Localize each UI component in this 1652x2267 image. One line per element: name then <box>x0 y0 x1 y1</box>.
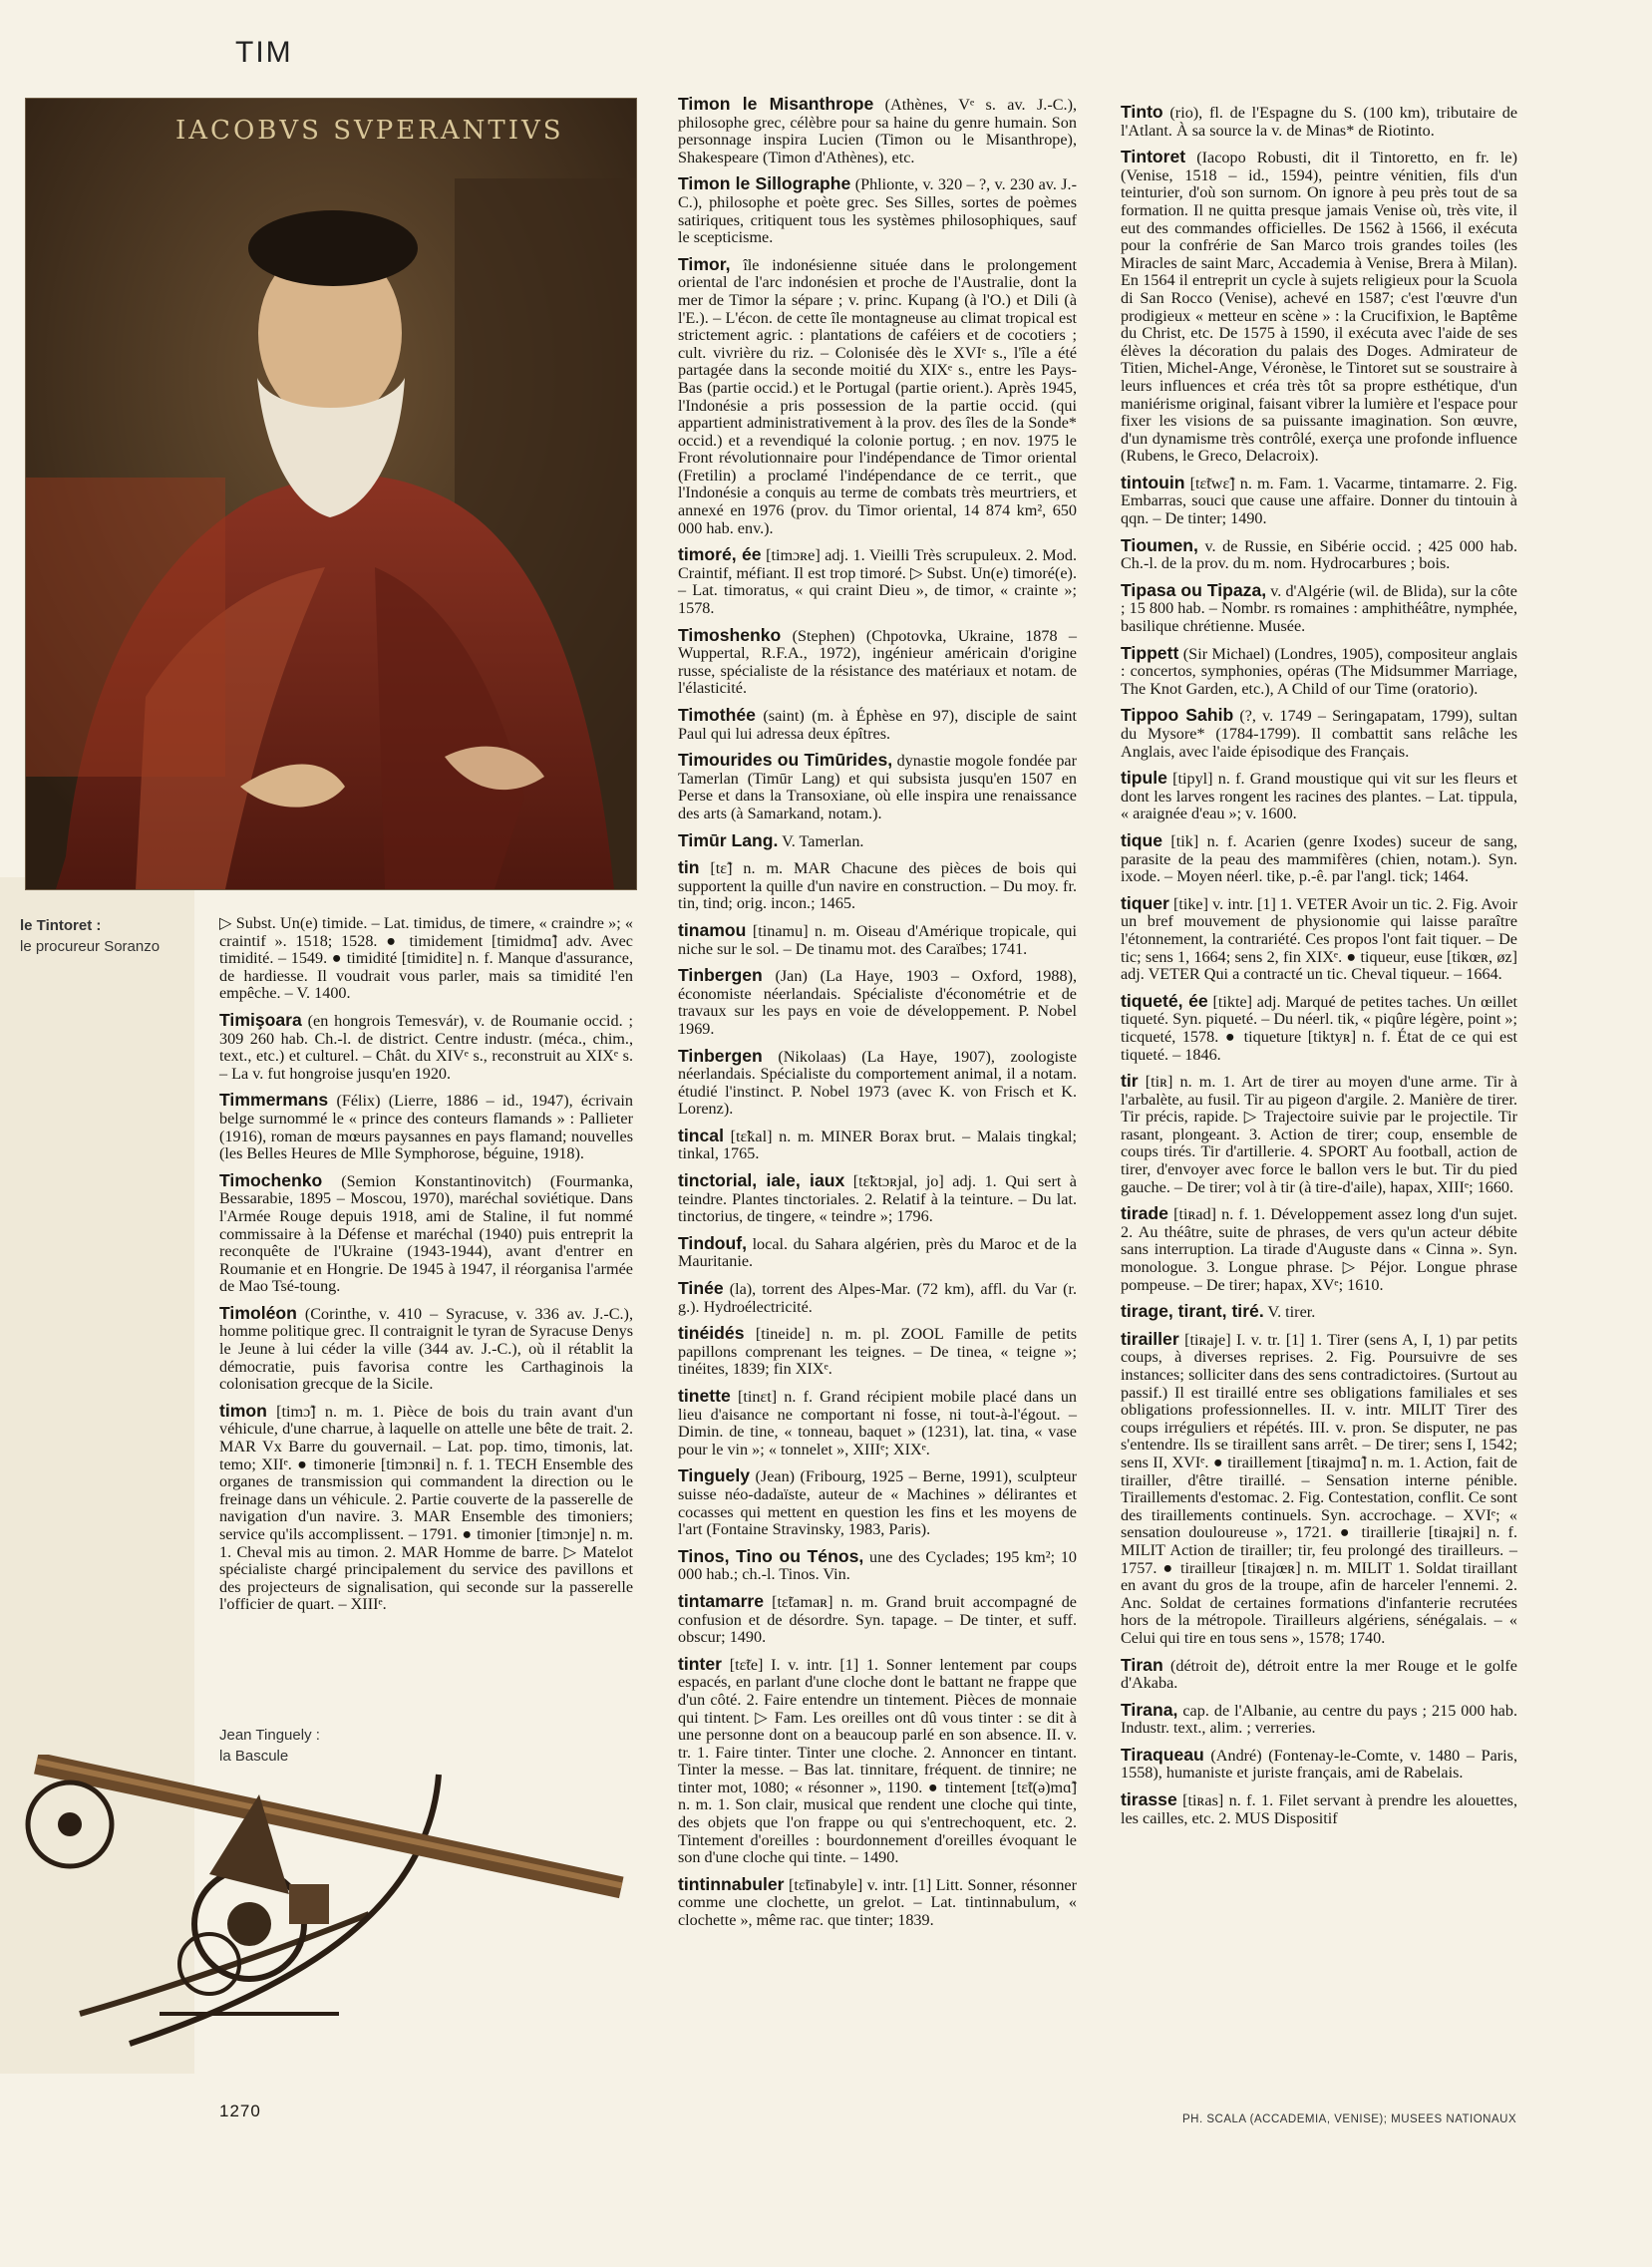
entry-definition: local. du Sahara algérien, près du Maroc et de la Mauritanie. <box>678 1234 1077 1271</box>
dictionary-entry <box>678 175 1077 246</box>
entry-headword: Tioumen, <box>1121 534 1198 555</box>
entry-headword: tinter <box>678 1653 722 1674</box>
entry-definition: v. de Russie, en Sibérie occid. ; 425 000 hab. Ch.-l. de la prov. du m. nom. Hydrocarbures ; bois. <box>1121 536 1518 573</box>
dictionary-entry <box>1121 1791 1517 1827</box>
entry-definition: (Jan) (La Haye, 1903 – Oxford, 1988), économiste néerlandais. Spécialiste d'économétrie et de travaux sur les pays en voie de développement. P. Nobel 1969. <box>678 967 1078 1038</box>
entry-headword: Timmermans <box>219 1090 329 1111</box>
entry-definition: [timɔ̃] n. m. 1. Pièce de bois du train avant d'un véhicule, d'une charrue, à laquelle on attelle une bête de trait. 2. MAR Vx Barre du gouvernail. – Lat. pop. timo, timonis, lat. temo; XIIᵉ. ● timonerie [timɔnʀi] n. f. 1. TECH Ensemble des organes de transmission qui commandent la direction ou le freinage dans un véhicule. 2. Partie couverte de la passerelle de navigation d'un navire. 3. MAR Ensemble des timoniers; service qu'ils accomplissent. – 1791. ● timonier [timɔnje] n. m. 1. Cheval mis au timon. 2. MAR Homme de barre. ▷ Matelot spécialiste chargé principalement du service des pavillons et des projecteurs de signalisation, qui seconde sur la passerelle l'officier de quart. – XIIIᵉ. <box>219 1402 633 1614</box>
entry-headword: Timon le Misanthrope <box>678 94 874 114</box>
dictionary-entry <box>678 919 1078 958</box>
dictionary-entry <box>1121 1073 1517 1196</box>
dictionary-entry <box>1121 829 1517 886</box>
dictionary-entry <box>678 752 1077 822</box>
entry-definition: [tinɛt] n. f. Grand récipient mobile placé dans un lieu d'aisance ne comportant ni fosse, ni tout-à-l'égout. – Dimin. de tine, « tonneau, baquet » (1231), lat. tina, « vase pour le vin »; « tonnelet », XIIIᵉ; XIXᵉ. <box>678 1388 1078 1458</box>
entry-definition: [tiʀad] n. f. 1. Développement assez long d'un sujet. 2. Au théâtre, suite de phrases, de vers qu'un acteur débite sans interruption. La tirade d'Auguste dans « Cinna ». Syn. monologue. 3. Longue phrase. ▷ Péjor. Longue phrase pompeuse. – De tirer; hapax, XVᵉ; 1610. <box>1121 1205 1518 1294</box>
entry-headword: tipule <box>1121 768 1167 789</box>
sculpture-caption-name: Jean Tinguely : <box>219 1727 320 1744</box>
entry-headword: tintouin <box>1121 472 1185 492</box>
entry-headword: timon <box>219 1400 267 1421</box>
portrait-illustration <box>25 98 637 890</box>
entry-definition: [tɛ̃ktɔʀjal, jo] adj. 1. Qui sert à teindre. Plantes tinctoriales. 2. Relatif à la teinture. – Du lat. tinctorius, de tingere, « teindre »; 1796. <box>678 1172 1077 1226</box>
entry-definition: dynastie mogole fondée par Tamerlan (Timūr Lang) et qui subsista jusqu'en 1507 en Perse et dans la Transoxiane, où elle inspira une renaissance des arts (à Samarkand, notam.). <box>678 752 1077 822</box>
entry-definition: [tiʀas] n. f. 1. Filet servant à prendre les alouettes, les cailles, etc. 2. MUS Dispositif <box>1121 1791 1518 1827</box>
dictionary-entry <box>678 829 1077 851</box>
entry-headword: Timūr Lang. <box>678 829 779 850</box>
column-2 <box>678 96 1077 1939</box>
entry-definition: (Athènes, Vᵉ s. av. J.-C.), philosophe grec, célèbre pour sa haine du genre humain. Son personnage inspira Lucien (Timon ou le Misanthrope), Shakespeare (Timon d'Athènes), etc. <box>678 96 1078 166</box>
dictionary-entry <box>678 707 1077 743</box>
entry-headword: Tiran <box>1121 1654 1163 1675</box>
bascule-sculpture <box>10 1755 628 2054</box>
entry-headword: Tipasa ou Tipaza, <box>1121 579 1267 600</box>
dictionary-entry <box>1121 642 1518 699</box>
dictionary-entry <box>219 1302 633 1394</box>
dictionary-entry <box>1121 579 1517 636</box>
dictionary-entry <box>1121 534 1518 573</box>
entry-definition: V. Tamerlan. <box>782 831 864 850</box>
entry-headword: Tirana, <box>1121 1699 1178 1720</box>
entry-definition: (Jean) (Fribourg, 1925 – Berne, 1991), sculpteur suisse néo-dadaïste, auteur de « Machines » délirantes et cocasses qui mettent en question les fins et les moyens de l'art (Fontaine Stravinsky, 1983, Paris). <box>678 1467 1078 1539</box>
portrait-caption-name: le Tintoret : <box>20 917 102 934</box>
entry-headword: tirage, tirant, tiré. <box>1121 1301 1264 1322</box>
entry-definition: [tɛ̃twɛ̃] n. m. Fam. 1. Vacarme, tintamarre. 2. Fig. Embarras, souci que cause une affaire. Donner du tintouin à qqn. – De tinter; 1490. <box>1121 474 1517 528</box>
entry-headword: tir <box>1121 1071 1139 1092</box>
entry-definition: cap. de l'Albanie, au centre du pays ; 215 000 hab. Industr. text., alim. ; verreries. <box>1121 1701 1517 1738</box>
entry-definition: [tɛ̃kal] n. m. MINER Borax brut. – Malais tingkal; tinkal, 1765. <box>678 1127 1077 1163</box>
entry-definition: [tɛ̃tamaʀ] n. m. Grand bruit accompagné de confusion et de désordre. Syn. tapage. – De tinter, et suff. obscur; 1490. <box>678 1592 1077 1647</box>
portrait-caption-title: le procureur Soranzo <box>20 938 161 955</box>
entry-definition: [tineide] n. m. pl. ZOOL Famille de petits papillons comprenant les teignes. – De tinea, « teigne »; tinéites, 1839; fin XIXᵉ. <box>678 1325 1078 1379</box>
entry-definition: [tɛ̃te] I. v. intr. [1] 1. Sonner lentement par coups espacés, en parlant d'une cloche dont le battant ne frappe que d'un côté. 2. Faire entendre un tintement. Pièces de monnaie qui tintent. ▷ Fam. Les oreilles ont dû vous tinter : se dit à une personne dont on a beaucoup parlé en son absence. II. v. tr. 1. Faire tinter. Tinter une cloche. 2. Annoncer en tintant. Tinter la messe. – Bas lat. tinnitare, fréquent. de tinnire; ne tinter mot, 1080; « résonner », 1190. ● tintement [tɛ̃t(ə)mɑ̃] n. m. 1. Son clair, musical que rendent une cloche qui tinte, des objets que l'on frappe ou qui s'entrechoquent, etc. 2. Tintement d'oreilles : bourdonnement d'oreilles évoquant le son d'une cloche qui tinte. – 1490. <box>678 1655 1077 1867</box>
entry-headword: Timoléon <box>219 1302 297 1323</box>
entry-definition: (en hongrois Temesvár), v. de Roumanie occid. ; 309 260 hab. Ch.-l. de district. Centre industr. (méca., chim., text., etc.) et culturel. – Chât. du XIVᵉ s., reconstruit au XIXᵉ s. – La v. fut hongroise jusqu'en 1920. <box>219 1011 634 1083</box>
entry-definition: (détroit de), détroit entre la mer Rouge et le golfe d'Akaba. <box>1121 1656 1517 1693</box>
entry-headword: timoré, ée <box>678 544 762 565</box>
entry-definition: [tɛ̃tinabyle] v. intr. [1] Litt. Sonner, résonner comme une clochette, un grelot. – Lat. tintinnabulum, « clochette », même rac. que tinter; 1839. <box>678 1875 1078 1930</box>
entry-definition: [tinamu] n. m. Oiseau d'Amérique tropicale, qui niche sur le sol. – De tinamu mot. des Caraïbes; 1741. <box>678 921 1078 958</box>
entry-definition: (la), torrent des Alpes-Mar. (72 km), affl. du Var (r. g.). Hydroélectricité. <box>678 1280 1078 1316</box>
page-number: 1270 <box>219 2102 261 2120</box>
photo-credit: PH. SCALA (ACCADEMIA, VENISE); MUSEES NATIONAUX <box>1182 2113 1517 2125</box>
dictionary-entry <box>1121 1205 1517 1294</box>
dictionary-entry <box>1121 707 1517 761</box>
entry-definition: une des Cyclades; 195 km²; 10 000 hab.; ch.-l. Tinos. Vin. <box>678 1547 1078 1584</box>
dictionary-entry <box>1121 1744 1517 1782</box>
entry-headword: tinéidés <box>678 1323 745 1344</box>
entry-definition: (Iacopo Robusti, dit il Tintoretto, en fr. le) (Venise, 1518 – id., 1594), peintre vénitien, fils d'un teinturier, d'où son surnom. On ignore à peu près tout de sa formation. Il ne quitta presque jamais Venise où, très vite, il eut des commandes officielles. De 1562 à 1566, il exécuta pour la confrérie de San Marco trois grandes toiles (les Miracles de saint Marc, Accademia à Venise, Brera à Milan). En 1564 il entreprit un cycle à sujets religieux pour la Scuola di San Rocco (Venise), achevé en 1587; c'est l'œuvre d'un prodigieux « metteur en scène » : la Crucifixion, le Baptême du Christ, etc. De 1575 à 1590, il exécuta avec l'aide de ses élèves la décoration du palais des Doges. Admirateur de Titien, Michel-Ange, Véronèse, le Tintoret sut se soustraire à leurs influences et créa très tôt sa propre esthétique, d'un maniérisme original, faisant vibrer la lumière et l'espace pour fixer les visions de sa puissante imagination. Son œuvre, d'un dynamisme très contrôlé, exerça une profonde influence (Rubens, le Greco, Delacroix). <box>1121 149 1518 466</box>
dictionary-entry <box>1121 892 1517 984</box>
entry-headword: tirade <box>1121 1203 1168 1224</box>
dictionary-entry <box>678 1232 1077 1271</box>
entry-headword: tiqueté, ée <box>1121 990 1208 1011</box>
dictionary-entry <box>678 1172 1077 1226</box>
entry-definition: (Stephen) (Chpotovka, Ukraine, 1878 – Wuppertal, R.F.A., 1972), ingénieur américain d'origine russe, spécialiste de la résistance des matériaux et notam. de l'élasticité. <box>678 626 1078 698</box>
dictionary-entry <box>678 546 1077 617</box>
entry-definition: (Sir Michael) (Londres, 1905), compositeur anglais : concertos, symphonies, opéras (The Midsummer Marriage, The Knot Garden, etc.), A Child of our Time (oratorio). <box>1121 644 1518 698</box>
dictionary-entry <box>678 1590 1077 1647</box>
dictionary-entry <box>678 967 1077 1038</box>
entry-definition: [tik] n. f. Acarien (genre Ixodes) suceur de sang, parasite de la peau des mammifères (chien, notam.). Syn. ixode. – Moyen néerl. tike, p.-ê. par l'angl. tick; 1464. <box>1121 831 1517 886</box>
dictionary-entry <box>678 96 1077 166</box>
entry-headword: Tinée <box>678 1278 724 1299</box>
dictionary-entry <box>1121 1303 1517 1322</box>
entry-definition: (?, v. 1749 – Seringapatam, 1799), sultan du Mysore* (1784-1799). Il combattit sans relâche les Anglais, avec l'aide épisodique des Français. <box>1121 707 1517 761</box>
dictionary-entry <box>678 624 1078 698</box>
dictionary-entry <box>678 253 1077 538</box>
entry-headword: Tindouf, <box>678 1232 748 1253</box>
entry-definition: (rio), fl. de l'Espagne du S. (100 km), tributaire de l'Atlant. À sa source la v. de Minas* de Riotinto. <box>1121 104 1518 140</box>
entry-definition: (Corinthe, v. 410 – Syracuse, v. 336 av. J.-C.), homme politique grec. Il contraignit le tyran de Syracuse Denys le Jeune à lui céder la ville (344 av. J.-C.), où il rétablit la démocratie, puis favorisa contre les Carthaginois la colonisation grecque de la Sicile. <box>219 1304 633 1394</box>
column-1 <box>219 915 633 1623</box>
entry-definition: [tike] v. intr. [1] 1. VETER Avoir un tic. 2. Fig. Avoir un bref mouvement de physionomie qui laisse paraître l'étonnement, la contrariété. Ces propos l'ont fait tiquer. – De tic; sens 1, 1664; sens 2, fin XIXᵉ. ● tiqueur, euse [tikœʀ, øz] adj. VETER Qui a contracté un tic. Cheval tiqueur. – 1664. <box>1121 894 1517 984</box>
entry-definition: (saint) (m. à Éphèse en 97), disciple de saint Paul qui lui adressa deux épîtres. <box>678 707 1078 743</box>
entry-definition: île indonésienne située dans le prolongement oriental de l'arc indonésien et proche de l'Australie, dont la mer de Timor la sépare ; v. princ. Kupang (à l'O.) et Dili (à l'E.). – L'écon. de cette île montagneuse au climat tropical est strictement agric. : plantations de caféiers et de cocotiers ; cult. vivrière du riz. – Colonisée dès le XVIᵉ s., l'île a été partagée dans la seconde moitié du XIXᵉ s., entre les Pays-Bas (partie occid.) et le Portugal (partie orient.). Après 1945, l'Indonésie a pris possession de la partie occid. (qui appartient administrativement à la prov. des îles de la Sonde* occid.) et a revendiqué la colonie portug. ; en nov. 1975 le Front révolutionnaire pour l'indépendance de Timor oriental (Fretilin) a proclamé l'indépendance de ce territ., que l'Indonésie a conquis au terme de combats très meurtriers, et annexé en 1976 (prov. du Timor oriental, 14 874 km², 650 000 hab. env.). <box>678 255 1077 537</box>
entry-headword: tique <box>1121 829 1163 850</box>
entry-headword: Tinbergen <box>678 965 763 986</box>
entry-headword: Tiraqueau <box>1121 1744 1204 1765</box>
dictionary-entry <box>1121 990 1518 1064</box>
entry-definition: [tɛ̃] n. m. MAR Chacune des pièces de bois qui supportent la quille d'un navire en construction. – Du moy. fr. tin, tind; orig. incon.; 1465. <box>678 859 1078 913</box>
dictionary-entry <box>1121 472 1517 528</box>
dictionary-entry <box>1121 1328 1518 1648</box>
dictionary-entry <box>678 859 1077 913</box>
entry-headword: Tinbergen <box>678 1045 763 1066</box>
entry-definition: [timɔʀe] adj. 1. Vieilli Très scrupuleux. 2. Mod. Craintif, méfiant. Il est trop timoré. ▷ Subst. Un(e) timoré(e). – Lat. timoratus, « qui craint Dieu », de timor, « crainte »; 1578. <box>678 546 1078 618</box>
entry-headword: tinette <box>678 1386 731 1406</box>
entry-definition: (Semion Konstantinovitch) (Fourmanka, Bessarabie, 1895 – Moscou, 1970), maréchal soviétique. Dans l'Armée Rouge depuis 1918, ami de Staline, il fut nommé commissaire à la Défense et maréchal (1940) puis entreprit la reconquête de l'Ukraine (1943-1944), avant d'entrer en Roumanie et en Hongrie. De 1945 à 1947, il réorganisa l'armée de Mao Tsé-toung. <box>219 1171 633 1296</box>
sculpture-caption-title: la Bascule <box>219 1748 289 1765</box>
portrait-caption <box>20 915 160 957</box>
entry-headword: Timişoara <box>219 1009 302 1030</box>
dictionary-entry <box>219 1009 634 1083</box>
dictionary-entry <box>219 915 633 1003</box>
entry-headword: tincal <box>678 1125 724 1145</box>
dictionary-entry <box>219 1092 633 1162</box>
entry-headword: tintinnabuler <box>678 1873 785 1894</box>
dictionary-entry <box>1121 149 1517 466</box>
dictionary-entry <box>1121 1654 1517 1693</box>
entry-definition: (André) (Fontenay-le-Comte, v. 1480 – Paris, 1558), humaniste et juriste français, ami de Rabelais. <box>1121 1746 1517 1782</box>
entry-headword: tiquer <box>1121 892 1169 913</box>
entry-headword: tirailler <box>1121 1328 1179 1349</box>
entry-headword: tinamou <box>678 919 747 940</box>
entry-headword: Timon le Sillographe <box>678 173 851 194</box>
dictionary-entry <box>678 1388 1077 1458</box>
entry-headword: Timothée <box>678 705 756 725</box>
dictionary-entry <box>678 1653 1077 1867</box>
entry-definition: V. tirer. <box>1267 1303 1316 1322</box>
entry-headword: tirasse <box>1121 1789 1177 1810</box>
dictionary-entry <box>1121 1699 1517 1738</box>
entry-headword: Tintoret <box>1121 147 1186 167</box>
entry-headword: tin <box>678 857 700 878</box>
sculpture-illustration <box>10 1755 628 2054</box>
entry-headword: tintamarre <box>678 1590 765 1611</box>
dictionary-entry <box>678 1280 1077 1316</box>
column-3 <box>1121 104 1517 1836</box>
dictionary-entry <box>678 1873 1078 1930</box>
dictionary-entry <box>219 1400 633 1614</box>
entry-headword: Timochenko <box>219 1169 323 1190</box>
entry-definition: [tipyl] n. f. Grand moustique qui vit sur les fleurs et dont les larves rongent les racines des plantes. – Lat. tippula, « araignée d'eau »; v. 1600. <box>1121 770 1517 823</box>
dictionary-entry <box>678 1045 1078 1119</box>
entry-definition: [tiʀaje] I. v. tr. [1] 1. Tirer (sens A, I, 1) par petits coups, à diverses reprises. 2. Fig. Poursuivre de ses instances; solliciter dans des sens contradictoires. (Surtout au passif.) Il est tiraillé entre ses obligations familiales et ses obligations professionnelles. II. v. intr. MILIT Tirer des coups irréguliers et répétés. III. v. pron. Se disputer, ne pas s'entendre. Ils se tiraillent sans arrêt. – De tirer; sens I, 1542; sens II, XVIᵉ. ● tiraillement [tiʀajmɑ̃] n. m. 1. Action, fait de tirailler, d'être tiraillé. – Sensation interne pénible. Tiraillements d'estomac. 2. Fig. Contestation, conflit. Ce sont des tiraillements continuels. Syn. accrochage. – XVIᵉ; « sensation douloureuse », 1721. ● tiraillerie [tiʀajʀi] n. f. MILIT Action de tirailler; tir, feu prolongé des tirailleurs. – 1757. ● tirailleur [tiʀajœʀ] n. m. MILIT 1. Soldat tiraillant en avant du gros de la troupe, afin de harceler l'ennemi. 2. Anc. Soldat de certaines formations d'infanterie recrutées hors de la métropole. Tirailleurs algériens, sénégalais. – « Celui qui tire en tous sens », 1578; 1740. <box>1121 1330 1518 1647</box>
entry-headword: Timourides ou Timūrides, <box>678 750 893 771</box>
dictionary-entry <box>678 1125 1077 1163</box>
dictionary-entry <box>678 1325 1077 1379</box>
entry-headword: Tinto <box>1121 102 1163 122</box>
entry-definition: [tikte] adj. Marqué de petites taches. Un œillet tiqueté. Syn. piqueté. – Du néerl. tik, « piqûre légère, point »; ticqueté, 1578. ● tiqueture [tiktyʀ] n. f. État de ce qui est tiqueté. – 1846. <box>1121 992 1518 1064</box>
entry-headword: Tippoo Sahib <box>1121 705 1234 726</box>
entry-definition: (Félix) (Lierre, 1886 – id., 1947), écrivain belge surnommé le « prince des conteurs flamands » : Pallieter (1916), roman de mœurs paysannes en pays flamand; nouvelles (les Belles Heures de Mlle Symphorose, béguine, 1918). <box>219 1092 634 1163</box>
dictionary-entry <box>219 1169 633 1296</box>
dictionary-entry <box>1121 104 1517 140</box>
entry-definition: [tiʀ] n. m. 1. Art de tirer au moyen d'une arme. Tir à l'arbalète, au fusil. Tir au pigeon d'argile. 2. Manière de tirer. Tir précis, rapide. ▷ Trajectoire suivie par le projectile. Tir rasant, plongeant. 3. Action de tirer; coup, ensemble de coups tirés. Tir d'artillerie. 4. SPORT Au football, action de tirer, d'envoyer avec force le ballon vers le but. Tir du pied gauche. – De tirer; vol à tir (à tire-d'aile), hapax, XIIIᵉ; 1660. <box>1121 1073 1518 1196</box>
entry-headword: tinctorial, iale, iaux <box>678 1170 845 1191</box>
entry-definition: (Phlionte, v. 320 – ?, v. 230 av. J.-C.), philosophe et poète grec. Ses Silles, sortes de poèmes satiriques, critiquent tous les systèmes philosophiques, sauf le scepticisme. <box>678 175 1077 247</box>
dictionary-entry <box>678 1545 1078 1584</box>
dictionary-entry <box>678 1467 1077 1538</box>
running-head: TIM <box>235 36 293 69</box>
entry-headword: Timoshenko <box>678 624 782 645</box>
entry-definition: ▷ Subst. Un(e) timide. – Lat. timidus, de timere, « craindre »; « craintif ». 1518; 1528. ● timidement [timidmɑ̃] adv. Avec timidité. – 1549. ● timidité [timidite] n. f. Manque d'assurance, de hardiesse. Il voudrait vous parler, mais sa timidité l'en empêche. – V. 1400. <box>219 914 633 1003</box>
entry-headword: Tinos, Tino ou Ténos, <box>678 1545 864 1566</box>
portrait-inscription: IACOBVS SVPERANTIVS <box>175 116 564 146</box>
entry-headword: Tippett <box>1121 642 1179 663</box>
dictionary-entry <box>1121 770 1517 823</box>
entry-headword: Tinguely <box>678 1465 751 1486</box>
entry-headword: Timor, <box>678 253 731 274</box>
entry-definition: (Nikolaas) (La Haye, 1907), zoologiste néerlandais. Spécialiste du comportement animal, il a notam. étudié l'instinct. P. Nobel 1973 (avec K. von Frisch et K. Lorenz). <box>678 1047 1078 1119</box>
portrait-painting <box>26 99 636 889</box>
entry-definition: v. d'Algérie (wil. de Blida), sur la côte ; 15 800 hab. – Nombr. rs romaines : amphithéâtre, nymphée, basilique chrétienne. Musée. <box>1121 581 1517 636</box>
